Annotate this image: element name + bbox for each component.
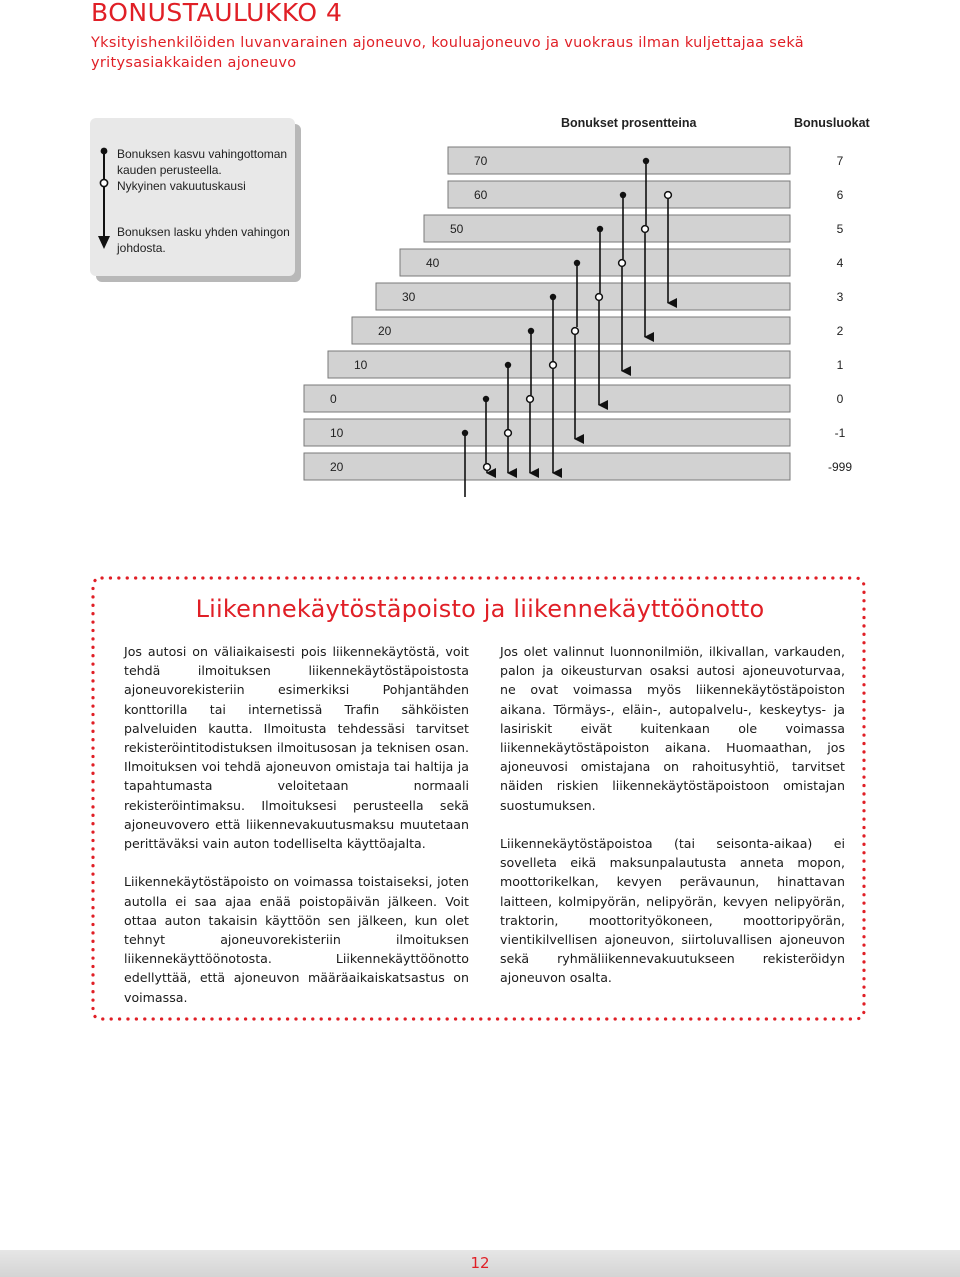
percent-label: 10	[354, 358, 368, 372]
bonus-bar	[304, 385, 790, 412]
bonus-class-label: -999	[827, 460, 853, 474]
class-header: Bonusluokat	[794, 116, 870, 130]
current-class-dot-icon	[505, 430, 512, 437]
percent-header: Bonukset prosentteina	[561, 116, 697, 130]
percent-label: 60	[474, 188, 488, 202]
bonus-class-label: 1	[836, 358, 844, 372]
legend-increase-line2: kauden perusteella.	[117, 163, 222, 177]
bonus-class-label: 2	[836, 324, 844, 338]
bonus-class-label: 6	[836, 188, 844, 202]
percent-label: 50	[450, 222, 464, 236]
legend-decrease-line2: johdosta.	[117, 241, 166, 255]
left-paragraph-2: Liikennekäytöstäpoisto on voimassa toistaiseksi, joten autolla ei saa ajaa enää poistopäivän jälkeen. Voit ottaa auton takaisin käyttöön sen jälkeen, kun olet tehnyt ajoneuvorekisteriin ilmoituksen liikennekäyttöönotosta. Liikennekäyttöönotto edellyttää, että ajoneuvon määräaikaiskatsastus on voimassa.	[124, 874, 469, 1005]
left-column	[124, 642, 469, 1007]
percent-label: 0	[330, 392, 337, 406]
current-class-dot-icon	[665, 192, 672, 199]
bonus-bar	[328, 351, 790, 378]
bonus-class-label: 7	[836, 154, 844, 168]
bonus-bar	[448, 147, 790, 174]
bonus-class-label: -1	[834, 426, 846, 440]
percent-label: 20	[378, 324, 392, 338]
right-paragraph-2: Liikennekäytöstäpoistoa (tai seisonta-aikaa) ei sovelleta eikä maksunpalautusta anneta mopon, moottorikelkan, kevyen perävaunun, hinattavan laitteen, kolmipyörän, nelipyörän, kevyen nelipyörän, traktorin, moottorityökoneen, moottoripyörän, vientikilvellisen ajoneuvon, siirtoluvallisen ajoneuvon sekä ryhmäliikennevakuutukseen rekisteröidyn ajoneuvon osalta.	[500, 836, 845, 986]
current-class-dot-icon	[484, 464, 491, 471]
new-class-dot-icon	[462, 430, 468, 436]
current-class-dot-icon	[550, 362, 557, 369]
current-class-dot-icon	[642, 226, 649, 233]
bonus-class-label: 3	[836, 290, 844, 304]
current-class-dot-icon	[619, 260, 626, 267]
new-class-dot-icon	[574, 260, 580, 266]
new-class-dot-icon	[528, 328, 534, 334]
bonus-bar	[448, 181, 790, 208]
current-class-dot-icon	[596, 294, 603, 301]
bonus-class-label: 4	[836, 256, 844, 270]
new-class-dot-icon	[550, 294, 556, 300]
bonus-bar	[400, 249, 790, 276]
bonus-class-label: 5	[836, 222, 844, 236]
legend-new-dot-icon	[101, 148, 108, 155]
percent-label: 30	[402, 290, 416, 304]
bonus-bar	[424, 215, 790, 242]
legend-decrease-line1: Bonuksen lasku yhden vahingon	[117, 225, 290, 239]
legend-current: Nykyinen vakuutuskausi	[117, 179, 246, 193]
percent-label: 40	[426, 256, 440, 270]
new-class-dot-icon	[620, 192, 626, 198]
section-title: Liikennekäytöstäpoisto ja liikennekäyttöönotto	[195, 595, 765, 623]
right-paragraph-1: Jos olet valinnut luonnonilmiön, ilkivallan, varkauden, palon ja oikeusturvan osaksi autosi ajoneuvoturvaa, ne ovat voimassa myös liikennekäytöstäpoiston aikana. Törmäys-, eläin-, autopalvelu-, keskeytys- ja lasiriskit eivät kuitenkaan ole voimassa liikennekäytöstäpoiston aikana. Huomaathan, jos ajoneuvosi omistajana on rahoitusyhtiö, tarvitset näiden riskien liikennekäytöstäpoistoon omistajan suostumuksen.	[500, 644, 845, 813]
page-number: 12	[470, 1254, 490, 1272]
new-class-dot-icon	[505, 362, 511, 368]
bonus-bar	[376, 283, 790, 310]
current-class-dot-icon	[572, 328, 579, 335]
legend-current-dot-icon	[100, 179, 107, 186]
bonus-class-label: 0	[836, 392, 844, 406]
new-class-dot-icon	[643, 158, 649, 164]
right-column	[500, 642, 845, 988]
new-class-dot-icon	[597, 226, 603, 232]
legend-increase-line1: Bonuksen kasvu vahingottoman	[117, 147, 288, 161]
bonus-diagram	[0, 0, 960, 560]
percent-label: 20	[330, 460, 344, 474]
legend-down-arrowhead-icon	[98, 236, 110, 249]
percent-label: 10	[330, 426, 344, 440]
page-title: BONUSTAULUKKO 4	[91, 0, 343, 27]
page-subtitle: Yksityishenkilöiden luvanvarainen ajoneuvo, kouluajoneuvo ja vuokraus ilman kuljettajaa sekä yritysasiakkaiden ajoneuvo	[91, 35, 804, 71]
current-class-dot-icon	[527, 396, 534, 403]
new-class-dot-icon	[483, 396, 489, 402]
percent-label: 70	[474, 154, 488, 168]
bonus-bar	[304, 453, 790, 480]
legend-arrow-icons	[98, 148, 110, 249]
left-paragraph-1: Jos autosi on väliaikaisesti pois liikennekäytöstä, voit tehdä ilmoituksen liikennekäytöstäpoistosta ajoneuvorekisteriin esimerkiksi Pohjantähden konttorilla tai internetissä Trafin sähköisten palveluiden kautta. Ilmoitusta tehdessäsi tarvitset rekisteröintitodistuksen ilmoitusosan ja teknisen osan. Ilmoituksen voi tehdä ajoneuvon omistaja tai haltija ja tapahtumasta veloitetaan normaali rekisteröintimaksu. Ilmoituksesi perusteella sekä ajoneuvovero että liikennevakuutusmaksu muutetaan perittäväksi vain auton todelliselta käyttöajalta.	[124, 644, 469, 852]
bonus-bar	[304, 419, 790, 446]
